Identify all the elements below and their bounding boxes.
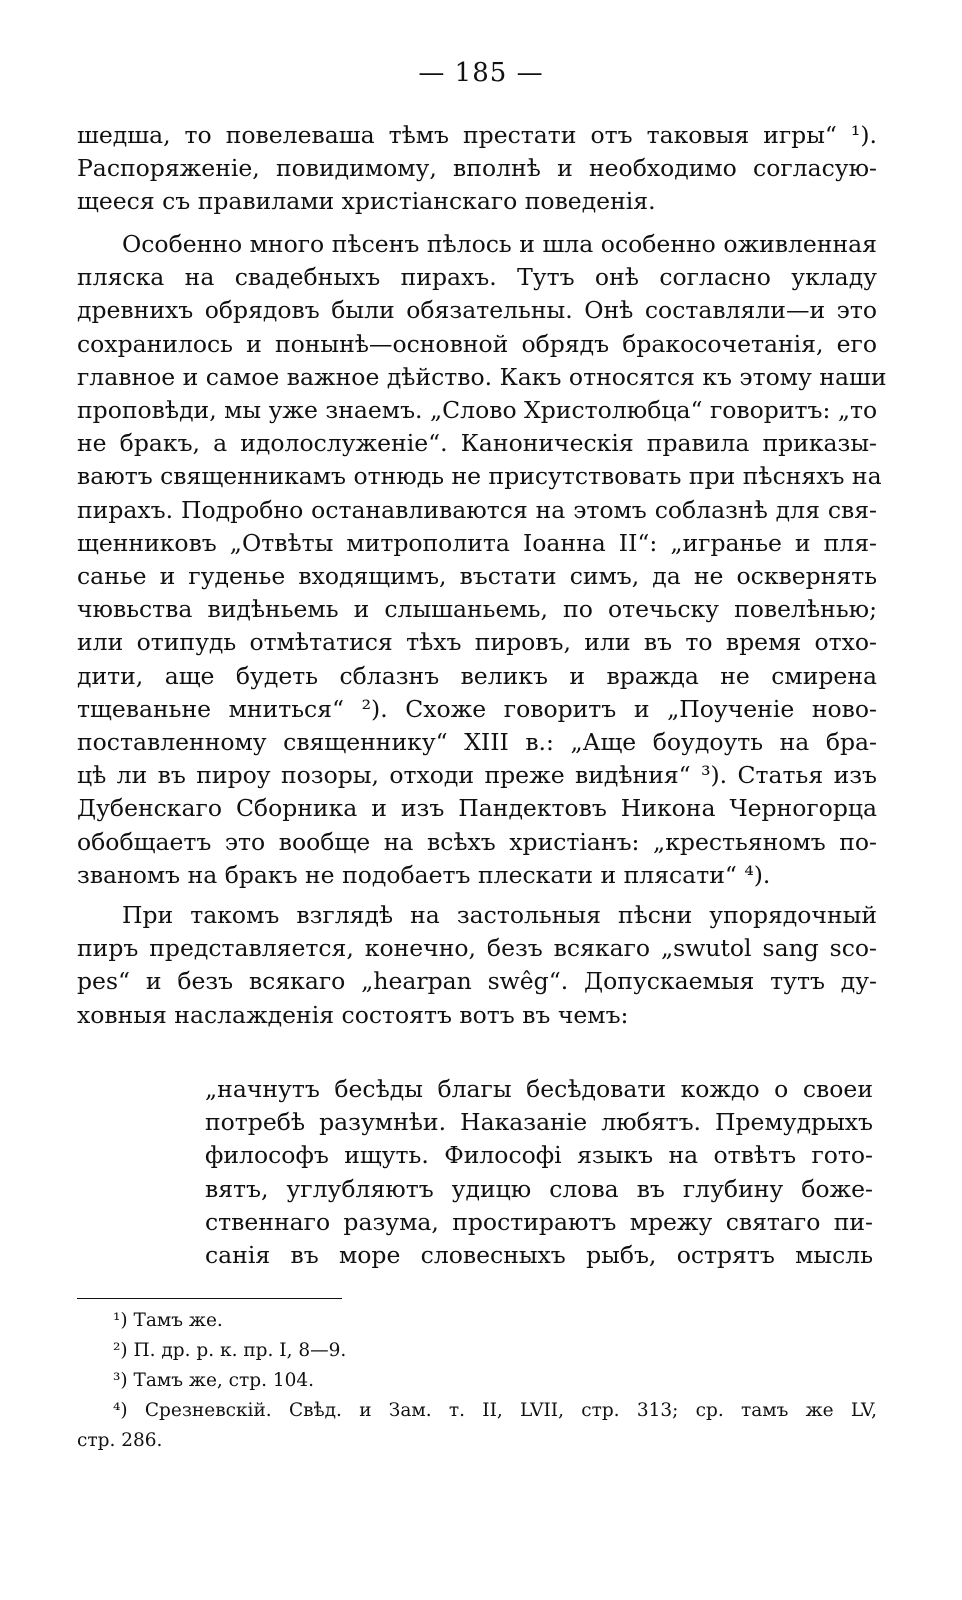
text-line: цѣ ли въ пироу позоры, отходи преже видѣния“ ³). Статья изъ (77, 761, 877, 790)
text-line: проповѣди, мы уже знаемъ. „Слово Христолюбца“ говоритъ: „то (77, 396, 878, 425)
text-line: Распоряженіе, повидимому, вполнѣ и необходимо согласую- (77, 154, 877, 183)
text-line: щееся съ правилами христіанскаго поведенія. (77, 187, 656, 216)
text-line: При такомъ взглядѣ на застольныя пѣсни упорядочный (122, 901, 877, 929)
paragraph-3 (77, 899, 877, 1032)
text-line: пиръ представляется, конечно, безъ всякаго „swutol sang sco- (77, 934, 877, 963)
text-line: дити, аще будеть сблазнъ великъ и вражда не смирена (77, 661, 877, 690)
block-quote (205, 1073, 873, 1272)
paragraph-1 (77, 119, 877, 219)
text-line: ваютъ священникамъ отнюдь не присутствовать при пѣсняхъ на (77, 462, 882, 491)
footnote: ¹) Тамъ же. (113, 1310, 223, 1331)
paragraph-2 (77, 228, 887, 892)
text-line: санье и гуденье входящимъ, въстати симъ, да не осквернять (77, 562, 877, 591)
quote-line: философъ ищуть. Философі языкъ на отвѣтъ гото- (205, 1141, 873, 1170)
page-number: — 185 — (418, 58, 544, 88)
quote-line: вятъ, углубляютъ удицю слова въ глубину боже- (205, 1174, 873, 1203)
text-line: шедша, то повелеваша тѣмъ престати отъ таковыя игры“ ¹). (77, 121, 877, 149)
text-line: чювьства видѣньемь и слышаньемь, по отечьску повелѣнью; (77, 595, 877, 624)
text-line: поставленному священнику“ XIII в.: „Аще боудоуть на бра- (77, 728, 877, 757)
text-line: древнихъ обрядовъ были обязательны. Онѣ составляли—и это (77, 296, 877, 325)
quote-line: потребѣ разумнѣи. Наказаніе любятъ. Премудрыхъ (205, 1108, 873, 1137)
text-line: сохранилось и понынѣ—основной обрядъ бракосочетанія, его (77, 329, 877, 358)
quote-line: ственнаго разума, простираютъ мрежу святаго пи- (205, 1207, 873, 1236)
text-line: щенниковъ „Отвѣты митрополита Іоанна II“: „игранье и пля- (77, 528, 877, 557)
footnote-continuation: стр. 286. (77, 1430, 163, 1451)
text-line: не бракъ, а идолослуженіе“. Каноническія правила приказы- (77, 429, 877, 458)
text-line: тщеваньне мниться“ ²). Схоже говоритъ и „Поученіе ново- (77, 694, 877, 723)
text-line: или отипудь отмѣтатися тѣхъ пировъ, или въ то время отхо- (77, 628, 877, 657)
text-line: пляска на свадебныхъ пирахъ. Тутъ онѣ согласно укладу (77, 263, 877, 292)
text-line: ховныя наслажденія состоятъ вотъ въ чемъ: (77, 1000, 629, 1029)
footnote: ⁴) Срезневскій. Свѣд. и Зам. т. II, LVII, стр. 313; ср. тамъ же LV, (113, 1400, 877, 1421)
text-line: главное и самое важное дѣйство. Какъ относятся къ этому наши (77, 362, 887, 391)
text-line: pes“ и безъ всякаго „hearpan swêg“. Допускаемыя тутъ ду- (77, 967, 877, 996)
text-line: пирахъ. Подробно останавливаются на этомъ соблазнѣ для свя- (77, 495, 877, 524)
quote-line: „начнутъ бесѣды благы бесѣдовати кождо о своеи (205, 1075, 873, 1103)
quote-line: санія въ море словесныхъ рыбъ, острятъ мысль (205, 1241, 873, 1270)
footnote: ³) Тамъ же, стр. 104. (113, 1370, 315, 1391)
text-line: Дубенскаго Сборника и изъ Пандектовъ Никона Черногорца (77, 794, 877, 823)
footnote: ²) П. др. р. к. пр. I, 8—9. (113, 1340, 347, 1361)
text-line: обобщаетъ это вообще на всѣхъ христіанъ: „крестьяномъ по- (77, 827, 877, 856)
footnote-separator (77, 1298, 342, 1299)
text-line: званомъ на бракъ не подобаетъ плескати и плясати“ ⁴). (77, 860, 771, 889)
text-line: Особенно много пѣсенъ пѣлось и шла особенно оживленная (122, 230, 877, 258)
footnotes (77, 1306, 877, 1456)
